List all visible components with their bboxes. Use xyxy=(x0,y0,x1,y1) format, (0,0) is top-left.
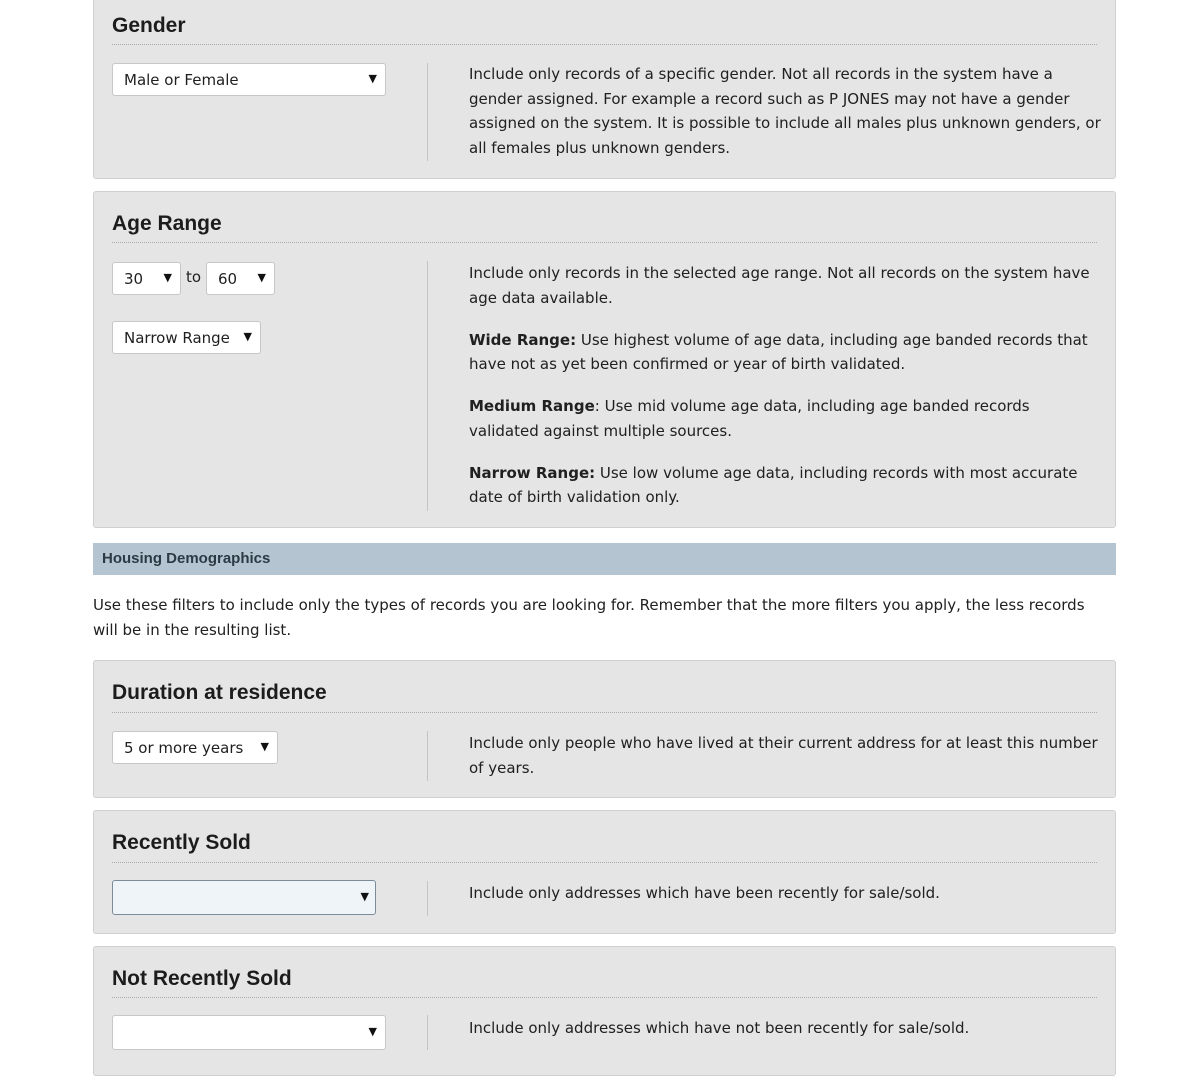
not-recently-sold-description xyxy=(469,1016,1101,1041)
not-recently-sold-title: Not Recently Sold xyxy=(112,967,292,990)
duration-description-text: Include only people who have lived at their current address for at least this number of years. xyxy=(469,734,1098,777)
housing-intro-text: Use these filters to include only the types of records you are looking for. Remember that the more filters you apply, the less records will be in the resulting list. xyxy=(93,596,1085,639)
age-from-select[interactable] xyxy=(112,262,181,295)
divider xyxy=(112,997,1097,998)
caret-down-icon: ▼ xyxy=(368,1025,377,1038)
duration-title: Duration at residence xyxy=(112,681,327,704)
caret-down-icon: ▼ xyxy=(257,271,266,284)
gender-select[interactable] xyxy=(112,63,386,96)
age-to-value: 60 xyxy=(218,270,238,288)
wide-range-label: Wide Range: xyxy=(469,330,577,349)
caret-down-icon: ▼ xyxy=(368,72,377,85)
duration-panel xyxy=(93,660,1116,798)
not-recently-sold-description-text: Include only addresses which have not been recently for sale/sold. xyxy=(469,1019,970,1037)
caret-down-icon: ▼ xyxy=(260,740,269,753)
age-range-type-select[interactable] xyxy=(112,321,261,354)
column-separator xyxy=(427,63,428,161)
not-recently-sold-select[interactable] xyxy=(112,1015,386,1050)
gender-select-value: Male or Female xyxy=(124,71,239,89)
age-range-title: Age Range xyxy=(112,212,222,235)
caret-down-icon: ▼ xyxy=(243,330,252,343)
gender-title: Gender xyxy=(112,14,186,37)
narrow-range-text: Use low volume age data, including records with most accurate date of birth validation only. xyxy=(469,463,1078,506)
age-range-panel xyxy=(93,191,1116,528)
duration-select-value: 5 or more years xyxy=(124,739,244,757)
age-to-label: to xyxy=(186,268,202,286)
caret-down-icon: ▼ xyxy=(360,890,369,903)
column-separator xyxy=(427,731,428,781)
age-to-select[interactable] xyxy=(206,262,275,295)
caret-down-icon: ▼ xyxy=(163,271,172,284)
medium-range-label: Medium Range xyxy=(469,397,595,415)
age-from-value: 30 xyxy=(124,270,144,288)
gender-description xyxy=(469,62,1101,160)
narrow-range-label: Narrow Range: xyxy=(469,463,596,482)
age-range-type-value: Narrow Range xyxy=(124,329,230,347)
wide-range-description xyxy=(469,328,1101,377)
wide-range-text: Use highest volume of age data, including age banded records that have not as yet been confirmed or year of birth validated. xyxy=(469,330,1088,373)
narrow-range-description xyxy=(469,461,1101,510)
age-range-intro: Include only records in the selected age range. Not all records on the system have age data available. xyxy=(469,264,1090,307)
recently-sold-description xyxy=(469,881,1101,906)
divider xyxy=(112,44,1097,45)
duration-select[interactable] xyxy=(112,731,278,764)
column-separator xyxy=(427,1015,428,1050)
recently-sold-panel xyxy=(93,810,1116,934)
divider xyxy=(112,862,1097,863)
recently-sold-select[interactable] xyxy=(112,880,376,915)
age-range-description xyxy=(469,261,1101,510)
recently-sold-description-text: Include only addresses which have been recently for sale/sold. xyxy=(469,884,940,902)
column-separator xyxy=(427,261,428,511)
housing-demographics-title: Housing Demographics xyxy=(102,550,271,567)
not-recently-sold-panel xyxy=(93,946,1116,1076)
gender-description-text: Include only records of a specific gender. Not all records in the system have a gender assigned. For example a record such as P JONES may not have a gender assigned on the system. It is possible to include all males plus unknown genders, or all females plus unknown genders. xyxy=(469,65,1101,157)
duration-description xyxy=(469,731,1101,780)
gender-panel xyxy=(93,0,1116,179)
medium-range-description xyxy=(469,394,1101,443)
column-separator xyxy=(427,881,428,916)
divider xyxy=(112,242,1097,243)
medium-range-text: : Use mid volume age data, including age banded records validated against multiple sources. xyxy=(469,397,1030,440)
divider xyxy=(112,712,1097,713)
recently-sold-title: Recently Sold xyxy=(112,831,251,854)
housing-demographics-header xyxy=(93,543,1116,575)
